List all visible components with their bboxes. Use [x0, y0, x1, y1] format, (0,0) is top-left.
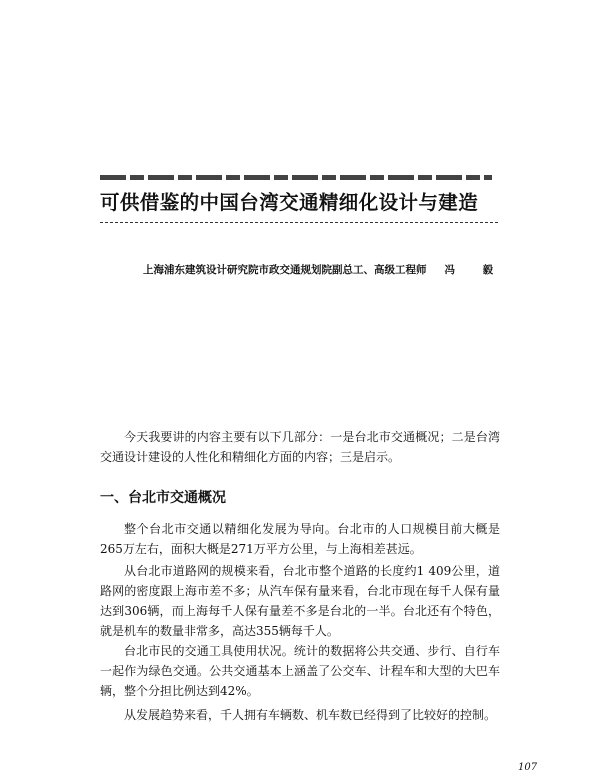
title-divider: [100, 222, 498, 223]
author-affiliation: 上海浦东建筑设计研究院市政交通规划院副总工、高级工程师: [143, 264, 427, 276]
intro-paragraph: 今天我要讲的内容主要有以下几部分：一是台北市交通概况；二是台湾交通设计建设的人性化和精细化方面的内容；三是启示。: [100, 430, 500, 464]
body-paragraph: 台北市民的交通工具使用状况。统计的数据将公共交通、步行、自行车一起作为绿色交通。公共交通基本上涵盖了公交车、计程车和大型的大巴车辆，整个分担比例达到42%。: [100, 644, 500, 698]
page-number: 107: [518, 762, 538, 773]
body-paragraph: 从台北市道路网的规模来看，台北市整个道路的长度约1 409公里，道路网的密度跟上海市差不多；从汽车保有量来看，台北市现在每千人保有量达到306辆，而上海每千人保有量差不多是台北的一半。台北还有个特色，就是机车的数量非常多，高达355辆每千人。: [100, 564, 500, 638]
author-name: 冯 毅: [444, 264, 506, 276]
body-paragraph: 整个台北市交通以精细化发展为导向。台北市的人口规模目前大概是265万左右，面积大概是271万平方公里，与上海相差甚远。: [100, 522, 500, 556]
body-paragraph: 从发展趋势来看，千人拥有车辆数、机车数已经得到了比较好的控制。: [124, 708, 497, 722]
section-heading: 一、台北市交通概况: [100, 490, 226, 506]
article-title: 可供借鉴的中国台湾交通精细化设计与建造: [100, 191, 479, 214]
author-line: [143, 262, 505, 277]
title-top-rule: [100, 175, 492, 180]
